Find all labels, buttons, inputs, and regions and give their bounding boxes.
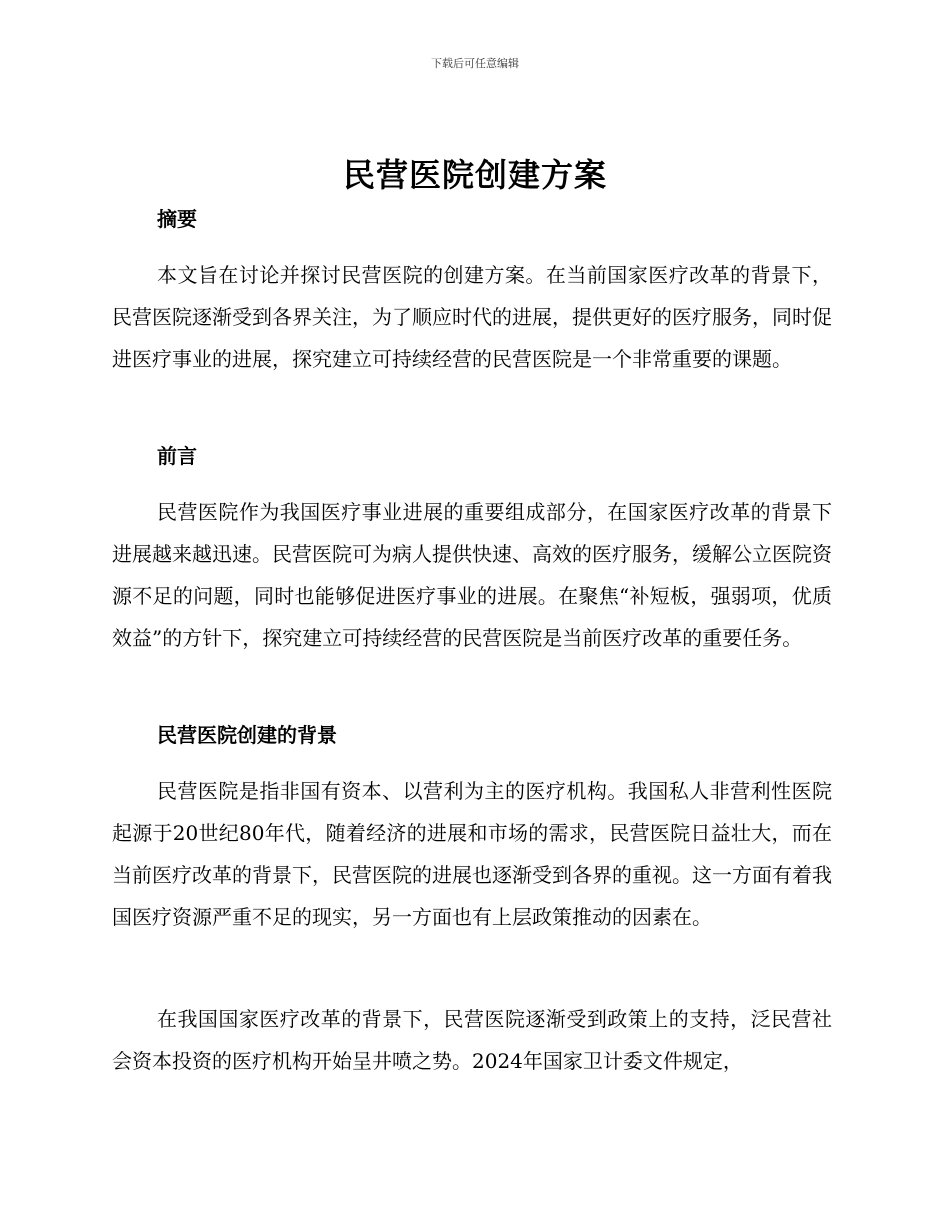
header-note: 下载后可任意编辑 [431,57,519,70]
section-background [112,721,832,749]
paragraph: 本文旨在讨论并探讨民营医院的创建方案。在当前国家医疗改革的背景下，民营医院逐渐受到各界关注，为了顺应时代的进展，提供更好的医疗服务，同时促进医疗事业的进展，探究建立可持续经营的民营医院是一个非常重要的课题。 [112,263,832,371]
section-background-body-2 [112,998,832,1082]
section-preface [112,442,832,470]
section-preface-body [112,491,832,659]
paragraph: 在我国国家医疗改革的背景下，民营医院逐渐受到政策上的支持，泛民营社会资本投资的医疗机构开始呈井喷之势。2024年国家卫计委文件规定， [112,1007,832,1073]
section-background-body-1 [112,770,832,938]
section-heading: 民营医院创建的背景 [157,723,337,747]
section-abstract-body [112,254,832,380]
paragraph: 民营医院是指非国有资本、以营利为主的医疗机构。我国私人非营利性医院起源于20世纪80年代，随着经济的进展和市场的需求，民营医院日益壮大，而在当前医疗改革的背景下，民营医院的进展也逐渐受到各界的重视。这一方面有着我国医疗资源严重不足的现实，另一方面也有上层政策推动的因素在。 [112,779,832,929]
document-title: 民营医院创建方案 [342,156,607,194]
section-abstract [112,205,832,233]
paragraph: 民营医院作为我国医疗事业进展的重要组成部分，在国家医疗改革的背景下进展越来越迅速。民营医院可为病人提供快速、高效的医疗服务，缓解公立医院资源不足的问题，同时也能够促进医疗事业的进展。在聚焦“补短板，强弱项，优质效益”的方针下，探究建立可持续经营的民营医院是当前医疗改革的重要任务。 [112,500,832,650]
section-heading: 摘要 [157,207,197,231]
section-heading: 前言 [157,444,197,468]
